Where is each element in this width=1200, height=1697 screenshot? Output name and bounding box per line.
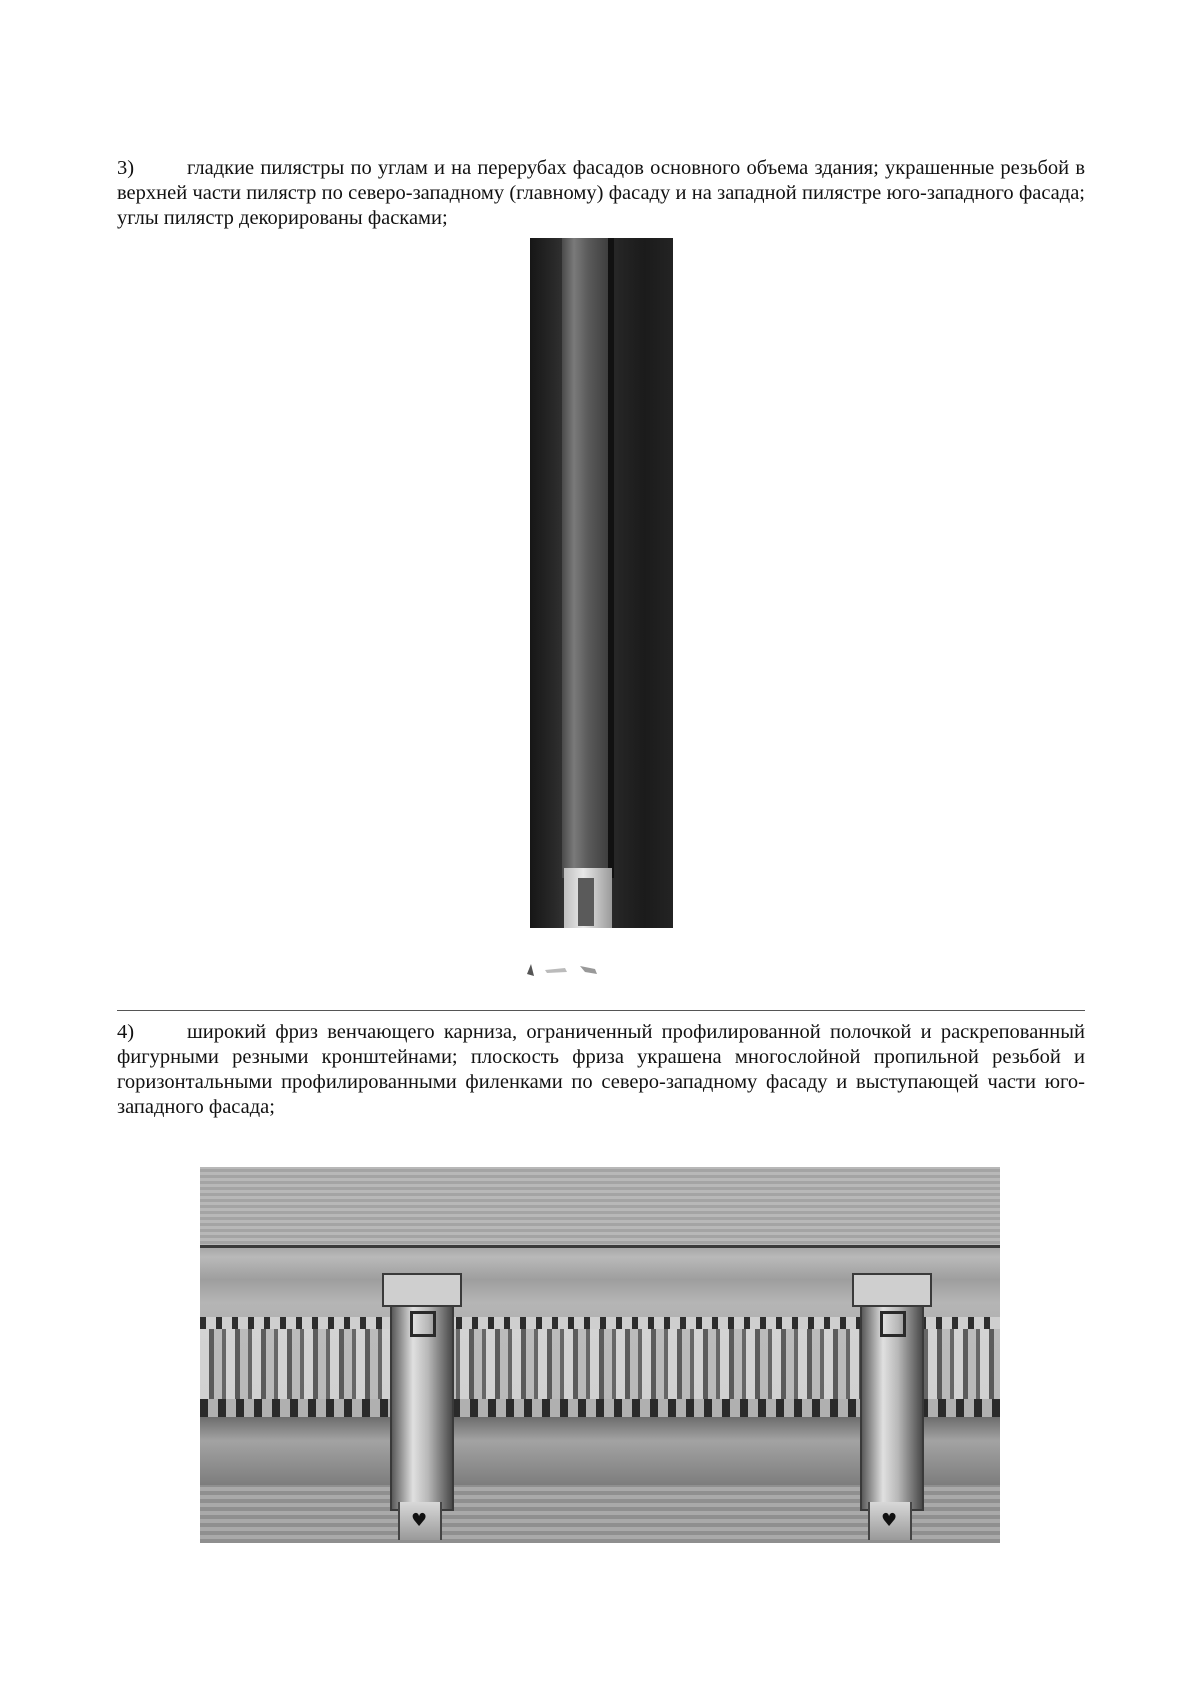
pilaster-edge (608, 238, 614, 878)
bracket-head (852, 1273, 932, 1307)
item-4-text: широкий фриз венчающего карниза, ограниченный профилированной полочкой и раскрепованный фигурными резными кронштейнами; плоскость фриза украшена многослойной пропильной резьбой и горизонтальными профилированными филенками по северо-западному фасаду и выступающей части юго-западного фасада; (117, 1021, 1085, 1118)
item-3-text: гладкие пилястры по углам и на перерубах фасадов основного объема здания; украшенные резьбой в верхней части пилястр по северо-западному (главному) фасаду и на западной пилястре юго-западного фасада; углы пилястр декорированы фасками; (117, 157, 1085, 229)
frieze-shelf-line (200, 1245, 1000, 1248)
pilaster-shaft (562, 238, 610, 878)
pendant-left (398, 1502, 442, 1540)
heart-icon: ♥ (881, 1510, 898, 1531)
item-4-number: 4) (117, 1021, 135, 1043)
separator-line (117, 1010, 1085, 1011)
photo-noise (525, 960, 625, 980)
bracket-square (880, 1311, 906, 1337)
bracket-square (410, 1311, 436, 1337)
pendant-right (868, 1502, 912, 1540)
frieze-top-board (200, 1167, 1000, 1247)
pilaster-photo (530, 238, 673, 938)
item-3-paragraph (117, 156, 1085, 231)
carved-bracket-right (860, 1287, 924, 1511)
item-4-paragraph (117, 1020, 1085, 1120)
item-3-number: 3) (117, 157, 135, 179)
carved-bracket-left (390, 1287, 454, 1511)
pilaster-notch (578, 878, 594, 926)
heart-icon: ♥ (411, 1510, 428, 1531)
bracket-head (382, 1273, 462, 1307)
photo-fade (530, 928, 673, 938)
frieze-photo (200, 1167, 1000, 1543)
